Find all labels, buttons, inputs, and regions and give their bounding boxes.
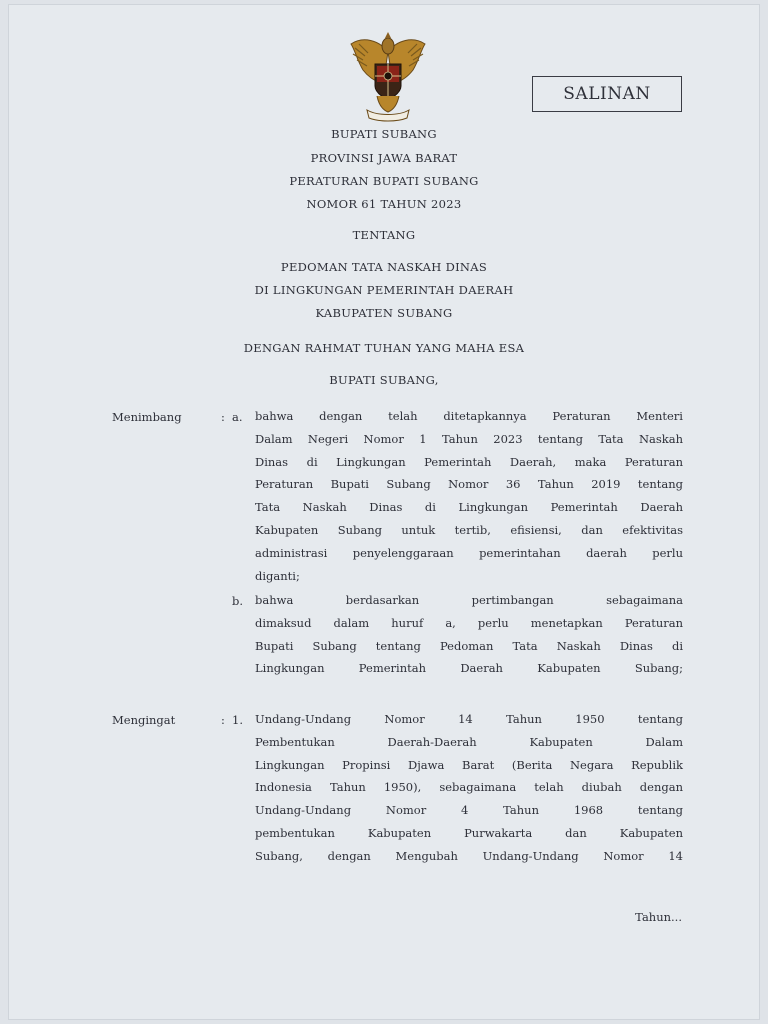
- text-line: Dalam Negeri Nomor 1 Tahun 2023 tentang Tata Naskah: [255, 431, 683, 446]
- text-line: Pembentukan Daerah-Daerah Kabupaten Dalam: [255, 734, 683, 749]
- menimbang-a-text: [255, 405, 683, 587]
- title-line-1: PEDOMAN TATA NASKAH DINAS: [280, 260, 488, 274]
- mengingat-label: Mengingat: [112, 713, 176, 727]
- text-line: Undang-Undang Nomor 14 Tahun 1950 tentang: [255, 712, 683, 726]
- text-line: Undang-Undang Nomor 4 Tahun 1968 tentang: [255, 803, 683, 818]
- title-line-3: KABUPATEN SUBANG: [315, 306, 453, 320]
- menimbang-label: Menimbang: [112, 410, 182, 424]
- mengingat-1-marker: 1.: [232, 713, 243, 727]
- heading-regent: BUPATI SUBANG: [331, 127, 437, 141]
- page-continuation: Tahun...: [635, 910, 682, 924]
- text-line: bahwa dengan telah ditetapkannya Peraturan Menteri: [255, 409, 683, 423]
- text-line: Kabupaten Subang untuk tertib, efisiensi, dan efektivitas: [255, 522, 683, 537]
- menimbang-a-marker: a.: [232, 410, 243, 424]
- title-line-2: DI LINGKUNGAN PEMERINTAH DAERAH: [254, 283, 514, 297]
- heading-tentang: TENTANG: [352, 228, 416, 242]
- text-line: Peraturan Bupati Subang Nomor 36 Tahun 2019 tentang: [255, 477, 683, 492]
- mengingat-colon: :: [221, 713, 225, 727]
- text-line: Subang, dengan Mengubah Undang-Undang Nomor 14: [255, 848, 683, 863]
- text-line: administrasi penyelenggaraan pemerintahan daerah perlu: [255, 545, 683, 560]
- text-line: dimaksud dalam huruf a, perlu menetapkan Peraturan: [255, 615, 683, 630]
- salinan-stamp: [532, 76, 682, 112]
- invocation: DENGAN RAHMAT TUHAN YANG MAHA ESA: [243, 341, 525, 355]
- garuda-emblem-icon: [341, 30, 435, 122]
- text-line: Indonesia Tahun 1950), sebagaimana telah diubah dengan: [255, 780, 683, 795]
- menimbang-colon: :: [221, 410, 225, 424]
- heading-province: PROVINSI JAWA BARAT: [310, 151, 458, 165]
- menimbang-b-marker: b.: [232, 594, 244, 608]
- text-line: diganti;: [255, 568, 300, 583]
- menimbang-b-text: [255, 589, 683, 680]
- document-page: [8, 4, 760, 1020]
- text-line: Lingkungan Pemerintah Daerah Kabupaten Subang;: [255, 661, 683, 676]
- text-line: Lingkungan Propinsi Djawa Barat (Berita Negara Republik: [255, 757, 683, 772]
- heading-number: NOMOR 61 TAHUN 2023: [306, 197, 462, 211]
- text-line: Bupati Subang tentang Pedoman Tata Naskah Dinas di: [255, 638, 683, 653]
- salinan-label: SALINAN: [563, 84, 651, 104]
- text-line: pembentukan Kabupaten Purwakarta dan Kabupaten: [255, 825, 683, 840]
- heading-regulation: PERATURAN BUPATI SUBANG: [289, 174, 479, 188]
- authority: BUPATI SUBANG,: [329, 373, 439, 387]
- text-line: Dinas di Lingkungan Pemerintah Daerah, maka Peraturan: [255, 454, 683, 469]
- text-line: bahwa berdasarkan pertimbangan sebagaimana: [255, 593, 683, 607]
- mengingat-1-text: [255, 708, 683, 868]
- text-line: Tata Naskah Dinas di Lingkungan Pemerintah Daerah: [255, 500, 683, 515]
